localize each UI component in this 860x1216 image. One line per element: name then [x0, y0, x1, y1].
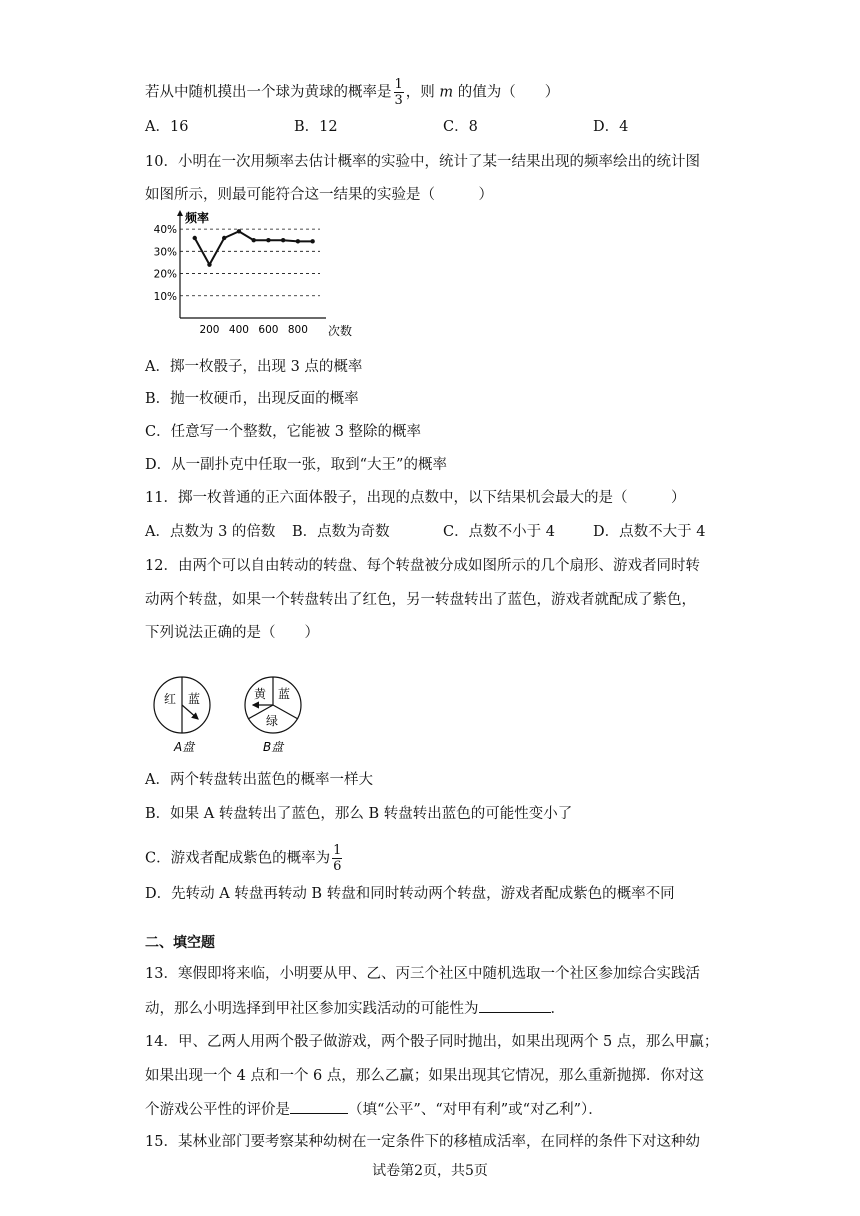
- spinner-b-blue-label: 蓝: [278, 687, 291, 701]
- x-tick-label: 600: [258, 324, 279, 336]
- q14-line-3: [145, 1099, 603, 1120]
- q9-option-c: C．8: [443, 119, 478, 135]
- spinner-b-caption: B盘: [263, 740, 284, 754]
- spinner-diagram: [150, 670, 330, 760]
- spinner-a-blue-label: 蓝: [188, 692, 201, 706]
- q10-line-1: 10．小明在一次用频率去估计概率的实验中，统计了某一结果出现的频率绘出的统计图: [145, 154, 700, 170]
- data-point: [310, 239, 314, 243]
- q9-option-b: B．12: [294, 119, 338, 135]
- q9-stem-suffix-a: ，则: [405, 84, 440, 101]
- y-tick-label: 40%: [153, 224, 177, 237]
- q14-answer-blank[interactable]: [290, 1099, 348, 1114]
- series-line: [195, 231, 313, 264]
- page-footer: 试卷第2页，共5页: [372, 1163, 488, 1179]
- q14-line-2: 如果出现一个 4 点和一个 6 点，那么乙赢；如果出现其它情况，那么重新抛掷．你对这: [145, 1068, 704, 1084]
- q10-line-2: 如图所示，则最可能符合这一结果的实验是（ ）: [145, 187, 493, 203]
- q11-option-d: D．点数不大于 4: [593, 524, 706, 540]
- data-point: [207, 262, 211, 266]
- q10-option-d: D．从一副扑克中任取一张，取到“大王”的概率: [145, 457, 447, 473]
- spinner-a-pointer: [182, 705, 198, 719]
- q9-option-a: A．16: [145, 119, 189, 135]
- q13-answer-blank[interactable]: [479, 998, 551, 1013]
- q11-stem: 11．掷一枚普通的正六面体骰子，出现的点数中，以下结果机会最大的是（ ）: [145, 490, 686, 506]
- q12-line-2: 动两个转盘，如果一个转盘转出了红色，另一转盘转出了蓝色，游戏者就配成了紫色，: [145, 592, 696, 608]
- q9-frac-den: 3: [394, 93, 403, 108]
- y-tick-label: 20%: [153, 268, 177, 281]
- q12-option-c-prefix: C．游戏者配成紫色的概率为: [145, 850, 331, 867]
- q10-option-a: A．掷一枚骰子，出现 3 点的概率: [145, 359, 363, 375]
- y-axis-arrow: [177, 210, 183, 216]
- q12-option-c-fraction: [332, 843, 342, 874]
- spinner-b: [245, 677, 301, 754]
- x-tick-label: 200: [199, 324, 220, 336]
- q14-line-3-prefix: 个游戏公平性的评价是: [145, 1102, 290, 1118]
- q9-fraction: [394, 77, 404, 108]
- data-point: [281, 238, 285, 242]
- q11-option-b: B．点数为奇数: [292, 524, 390, 540]
- x-tick-label: 400: [228, 324, 249, 336]
- q10-option-b: B．抛一枚硬币，出现反面的概率: [145, 391, 359, 407]
- q9-stem-prefix: 若从中随机摸出一个球为黄球的概率是: [145, 84, 392, 101]
- q13-line-2: [145, 998, 565, 1019]
- q11-option-a: A．点数为 3 的倍数: [145, 524, 276, 540]
- y-axis-label: 频率: [185, 211, 210, 225]
- q13-line-2-suffix: ．: [550, 1001, 565, 1017]
- section-title-fill-in: 二、填空题: [145, 935, 215, 951]
- x-axis-label: 次数: [328, 324, 353, 338]
- data-point: [237, 229, 241, 233]
- q13-line-1: 13．寒假即将来临，小明要从甲、乙、丙三个社区中随机选取一个社区参加综合实践活: [145, 966, 700, 982]
- q9-stem-suffix-b: 的值为（ ）: [453, 84, 560, 101]
- q13-line-2-prefix: 动，那么小明选择到甲社区参加实践活动的可能性为: [145, 1001, 479, 1017]
- x-tick-label: 800: [287, 324, 308, 336]
- data-point: [193, 236, 197, 240]
- q12-line-3: 下列说法正确的是（ ）: [145, 625, 319, 641]
- q9-option-d: D．4: [593, 119, 629, 135]
- spinner-a-caption: A盘: [174, 740, 195, 754]
- y-tick-label: 30%: [153, 246, 177, 259]
- q12-c-frac-num: 1: [333, 843, 342, 858]
- q10-option-c: C．任意写一个整数，它能被 3 整除的概率: [145, 424, 422, 440]
- q14-line-1: 14．甲、乙两人用两个骰子做游戏，两个骰子同时抛出，如果出现两个 5 点，那么甲赢；: [145, 1034, 719, 1050]
- q12-c-frac-den: 6: [333, 859, 342, 874]
- q9-stem: [145, 77, 559, 108]
- frequency-chart: [145, 210, 365, 340]
- data-point: [296, 239, 300, 243]
- y-tick-label: 10%: [153, 290, 177, 303]
- q11-option-c: C．点数不小于 4: [443, 524, 555, 540]
- q9-frac-num: 1: [394, 77, 403, 92]
- data-point: [222, 236, 226, 240]
- q14-line-3-suffix: （填“公平”、“对甲有利”或“对乙利”）．: [348, 1102, 603, 1118]
- q15-line-1: 15．某林业部门要考察某种幼树在一定条件下的移植成活率，在同样的条件下对这种幼: [145, 1134, 700, 1150]
- q9-var-m: m: [439, 84, 454, 101]
- q12-line-1: 12．由两个可以自由转动的转盘、每个转盘被分成如图所示的几个扇形、游戏者同时转: [145, 558, 700, 574]
- q12-option-c: [145, 843, 344, 874]
- q12-option-d: D．先转动 A 转盘再转动 B 转盘和同时转动两个转盘，游戏者配成紫色的概率不同: [145, 886, 675, 902]
- q12-option-a: A．两个转盘转出蓝色的概率一样大: [145, 772, 373, 788]
- spinner-a: [154, 677, 210, 754]
- data-point: [251, 238, 255, 242]
- spinner-b-green-label: 绿: [266, 714, 279, 728]
- q12-option-b: B．如果 A 转盘转出了蓝色，那么 B 转盘转出蓝色的可能性变小了: [145, 806, 573, 822]
- spinner-b-yellow-label: 黄: [254, 687, 267, 701]
- spinner-a-red-label: 红: [164, 692, 177, 706]
- data-point: [266, 238, 270, 242]
